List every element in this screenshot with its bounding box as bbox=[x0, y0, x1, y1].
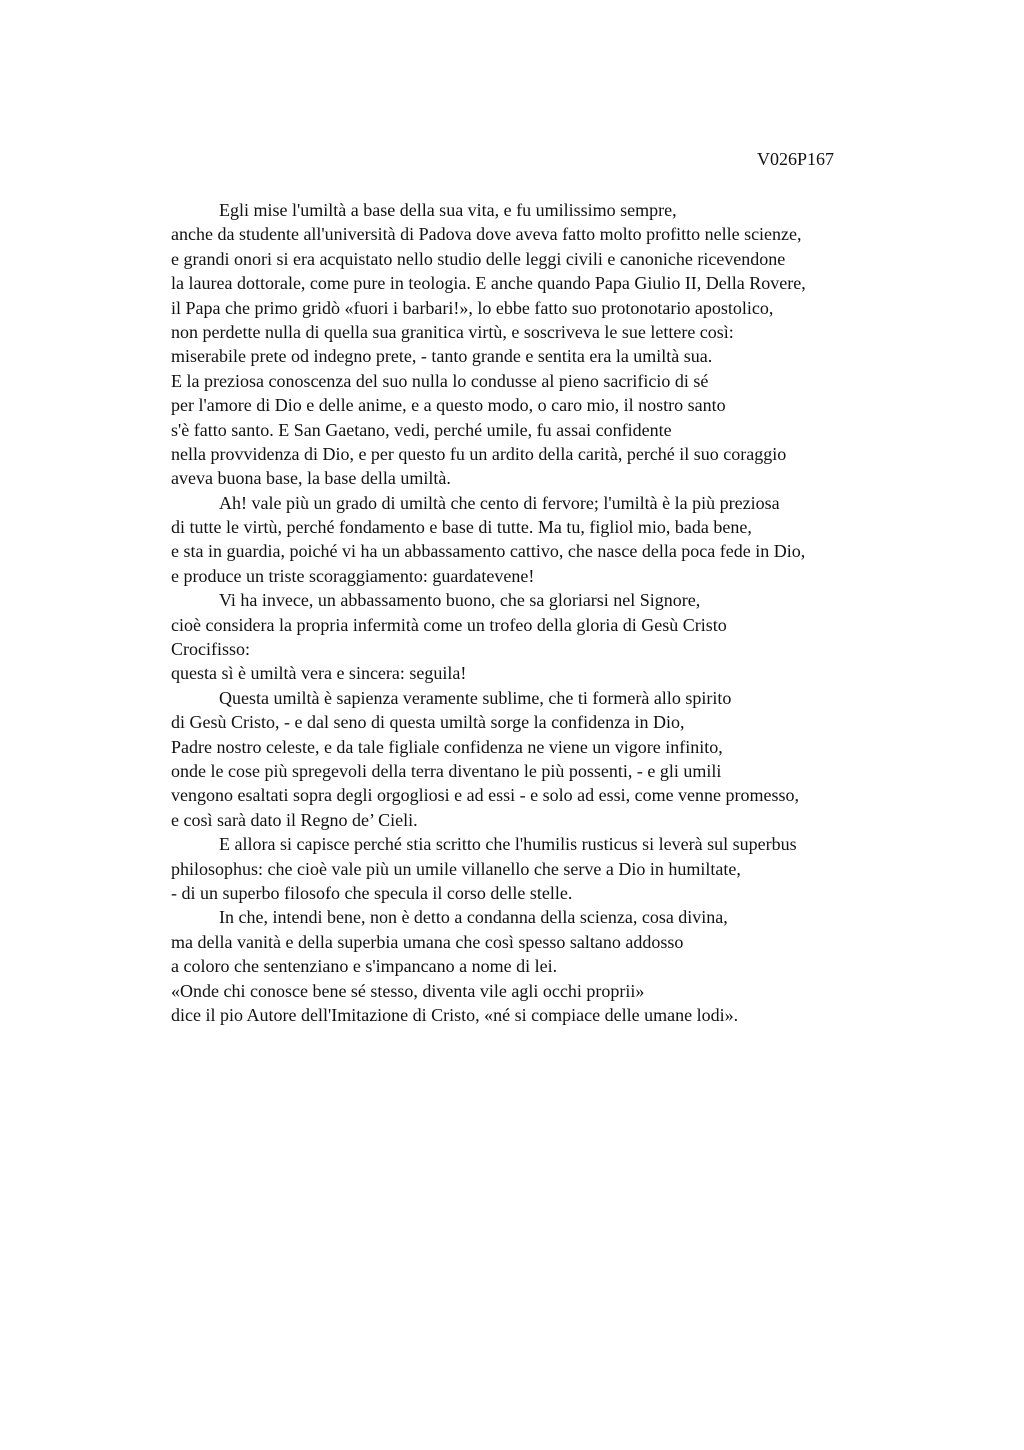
text-line: ma della vanità e della superbia umana che così spesso saltano addosso bbox=[171, 931, 684, 952]
text-line: per l'amore di Dio e delle anime, e a questo modo, o caro mio, il nostro santo bbox=[171, 395, 726, 416]
text-line: e così sarà dato il Regno de’ Cieli. bbox=[171, 809, 418, 830]
paragraph-first-line: Questa umiltà è sapienza veramente sublime, che ti formerà allo spirito bbox=[219, 687, 732, 708]
text-line: anche da studente all'università di Padova dove aveva fatto molto profitto nelle scienze, bbox=[171, 224, 802, 245]
text-line: nella provvidenza di Dio, e per questo fu un ardito della carità, perché il suo coraggio bbox=[171, 443, 787, 464]
text-line: non perdette nulla di quella sua granitica virtù, e soscriveva le sue lettere così: bbox=[171, 321, 734, 342]
text-line: - di un superbo filosofo che specula il corso delle stelle. bbox=[171, 882, 573, 903]
body-text bbox=[171, 198, 931, 1027]
text-line: e produce un triste scoraggiamento: guardatevene! bbox=[171, 565, 535, 586]
text-line: onde le cose più spregevoli della terra diventano le più possenti, - e gli umili bbox=[171, 760, 722, 781]
text-line: s'è fatto santo. E San Gaetano, vedi, perché umile, fu assai confidente bbox=[171, 419, 672, 440]
text-line: philosophus: che cioè vale più un umile villanello che serve a Dio in humiltate, bbox=[171, 858, 741, 879]
paragraph-first-line: In che, intendi bene, non è detto a condanna della scienza, cosa divina, bbox=[219, 907, 728, 928]
text-line: di Gesù Cristo, - e dal seno di questa umiltà sorge la confidenza in Dio, bbox=[171, 712, 685, 733]
text-line: a coloro che sentenziano e s'impancano a nome di lei. bbox=[171, 956, 558, 977]
paragraph-first-line: Egli mise l'umiltà a base della sua vita, e fu umilissimo sempre, bbox=[219, 200, 677, 220]
text-line: e sta in guardia, poiché vi ha un abbassamento cattivo, che nasce della poca fede in Dio, bbox=[171, 541, 806, 562]
text-line: Padre nostro celeste, e da tale figliale confidenza ne viene un vigore infinito, bbox=[171, 736, 723, 757]
text-line: «Onde chi conosce bene sé stesso, diventa vile agli occhi proprii» bbox=[171, 980, 645, 1001]
paragraph-first-line: Vi ha invece, un abbassamento buono, che sa gloriarsi nel Signore, bbox=[219, 590, 701, 611]
text-line: cioè considera la propria infermità come un trofeo della gloria di Gesù Cristo bbox=[171, 614, 727, 635]
text-line: miserabile prete od indegno prete, - tanto grande e sentita era la umiltà sua. bbox=[171, 346, 713, 367]
paragraph-first-line: E allora si capisce perché stia scritto che l'humilis rusticus si leverà sul superbus bbox=[219, 834, 797, 855]
text-line: questa sì è umiltà vera e sincera: seguila! bbox=[171, 663, 467, 684]
text-line: e grandi onori si era acquistato nello studio delle leggi civili e canoniche ricevendone bbox=[171, 248, 786, 269]
text-line: aveva buona base, la base della umiltà. bbox=[171, 468, 451, 489]
text-line: di tutte le virtù, perché fondamento e base di tutte. Ma tu, figliol mio, bada bene, bbox=[171, 517, 752, 538]
text-line: E la preziosa conoscenza del suo nulla lo condusse al pieno sacrificio di sé bbox=[171, 370, 709, 391]
text-line: il Papa che primo gridò «fuori i barbari!», lo ebbe fatto suo protonotario apostolico, bbox=[171, 297, 774, 318]
text-line: la laurea dottorale, come pure in teologia. E anche quando Papa Giulio II, Della Rovere, bbox=[171, 273, 806, 294]
page-identifier: V026P167 bbox=[757, 149, 835, 169]
text-line: dice il pio Autore dell'Imitazione di Cristo, «né si compiace delle umane lodi». bbox=[171, 1004, 739, 1025]
paragraph-first-line: Ah! vale più un grado di umiltà che cento di fervore; l'umiltà è la più preziosa bbox=[219, 492, 780, 513]
text-line: vengono esaltati sopra degli orgogliosi e ad essi - e solo ad essi, come venne promesso, bbox=[171, 785, 800, 806]
text-line: Crocifisso: bbox=[171, 639, 250, 660]
